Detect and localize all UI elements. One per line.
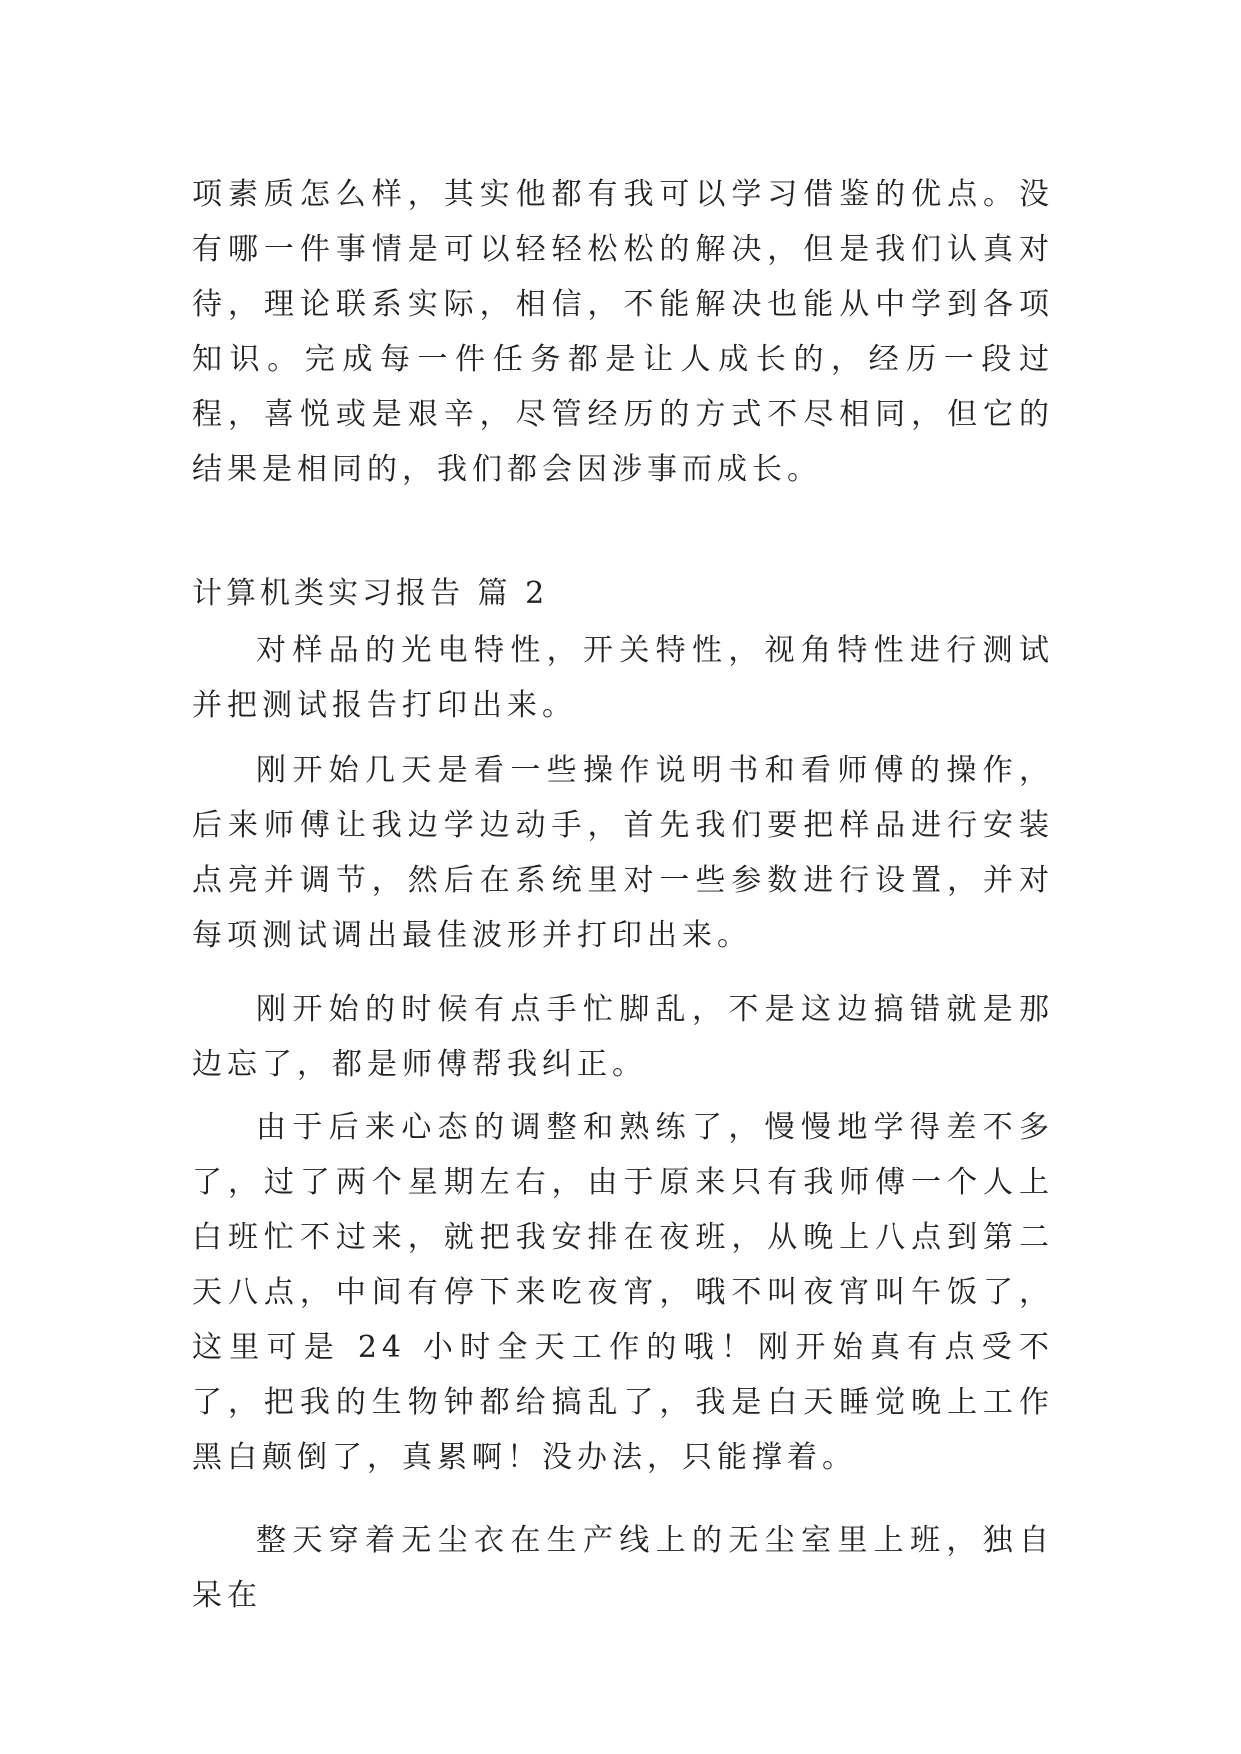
body-paragraph-3: 刚开始的时候有点手忙脚乱，不是这边搞错就是那边忘了，都是师傅帮我纠正。 [192,992,1054,1082]
section-title: 计算机类实习报告 篇 2 [192,576,549,611]
body-paragraph-1: 对样品的光电特性，开关特性，视角特性进行测试并把测试报告打印出来。 [192,633,1054,723]
document-page [192,0,1054,1754]
body-paragraph-4: 由于后来心态的调整和熟练了，慢慢地学得差不多了，过了两个星期左右，由于原来只有我师傅一个人上白班忙不过来，就把我安排在夜班，从晚上八点到第二天八点，中间有停下来吃夜宵，哦不叫夜宵叫午饭了，这里可是 24 小时全天工作的哦！刚开始真有点受不了，把我的生物钟都给搞乱了，我是白天睡觉晚上工作黑白颠倒了，真累啊！没办法，只能撑着。 [192,1110,1054,1475]
body-paragraph-2: 刚开始几天是看一些操作说明书和看师傅的操作，后来师傅让我边学边动手，首先我们要把样品进行安装点亮并调节，然后在系统里对一些参数进行设置，并对每项测试调出最佳波形并打印出来。 [192,753,1054,953]
continuation-paragraph: 项素质怎么样，其实他都有我可以学习借鉴的优点。没有哪一件事情是可以轻轻松松的解决，但是我们认真对待，理论联系实际，相信，不能解决也能从中学到各项知识。完成每一件任务都是让人成长的，经历一段过程，喜悦或是艰辛，尽管经历的方式不尽相同，但它的结果是相同的，我们都会因涉事而成长。 [192,177,1054,487]
body-paragraph-5: 整天穿着无尘衣在生产线上的无尘室里上班，独自呆在 [192,1523,1054,1613]
